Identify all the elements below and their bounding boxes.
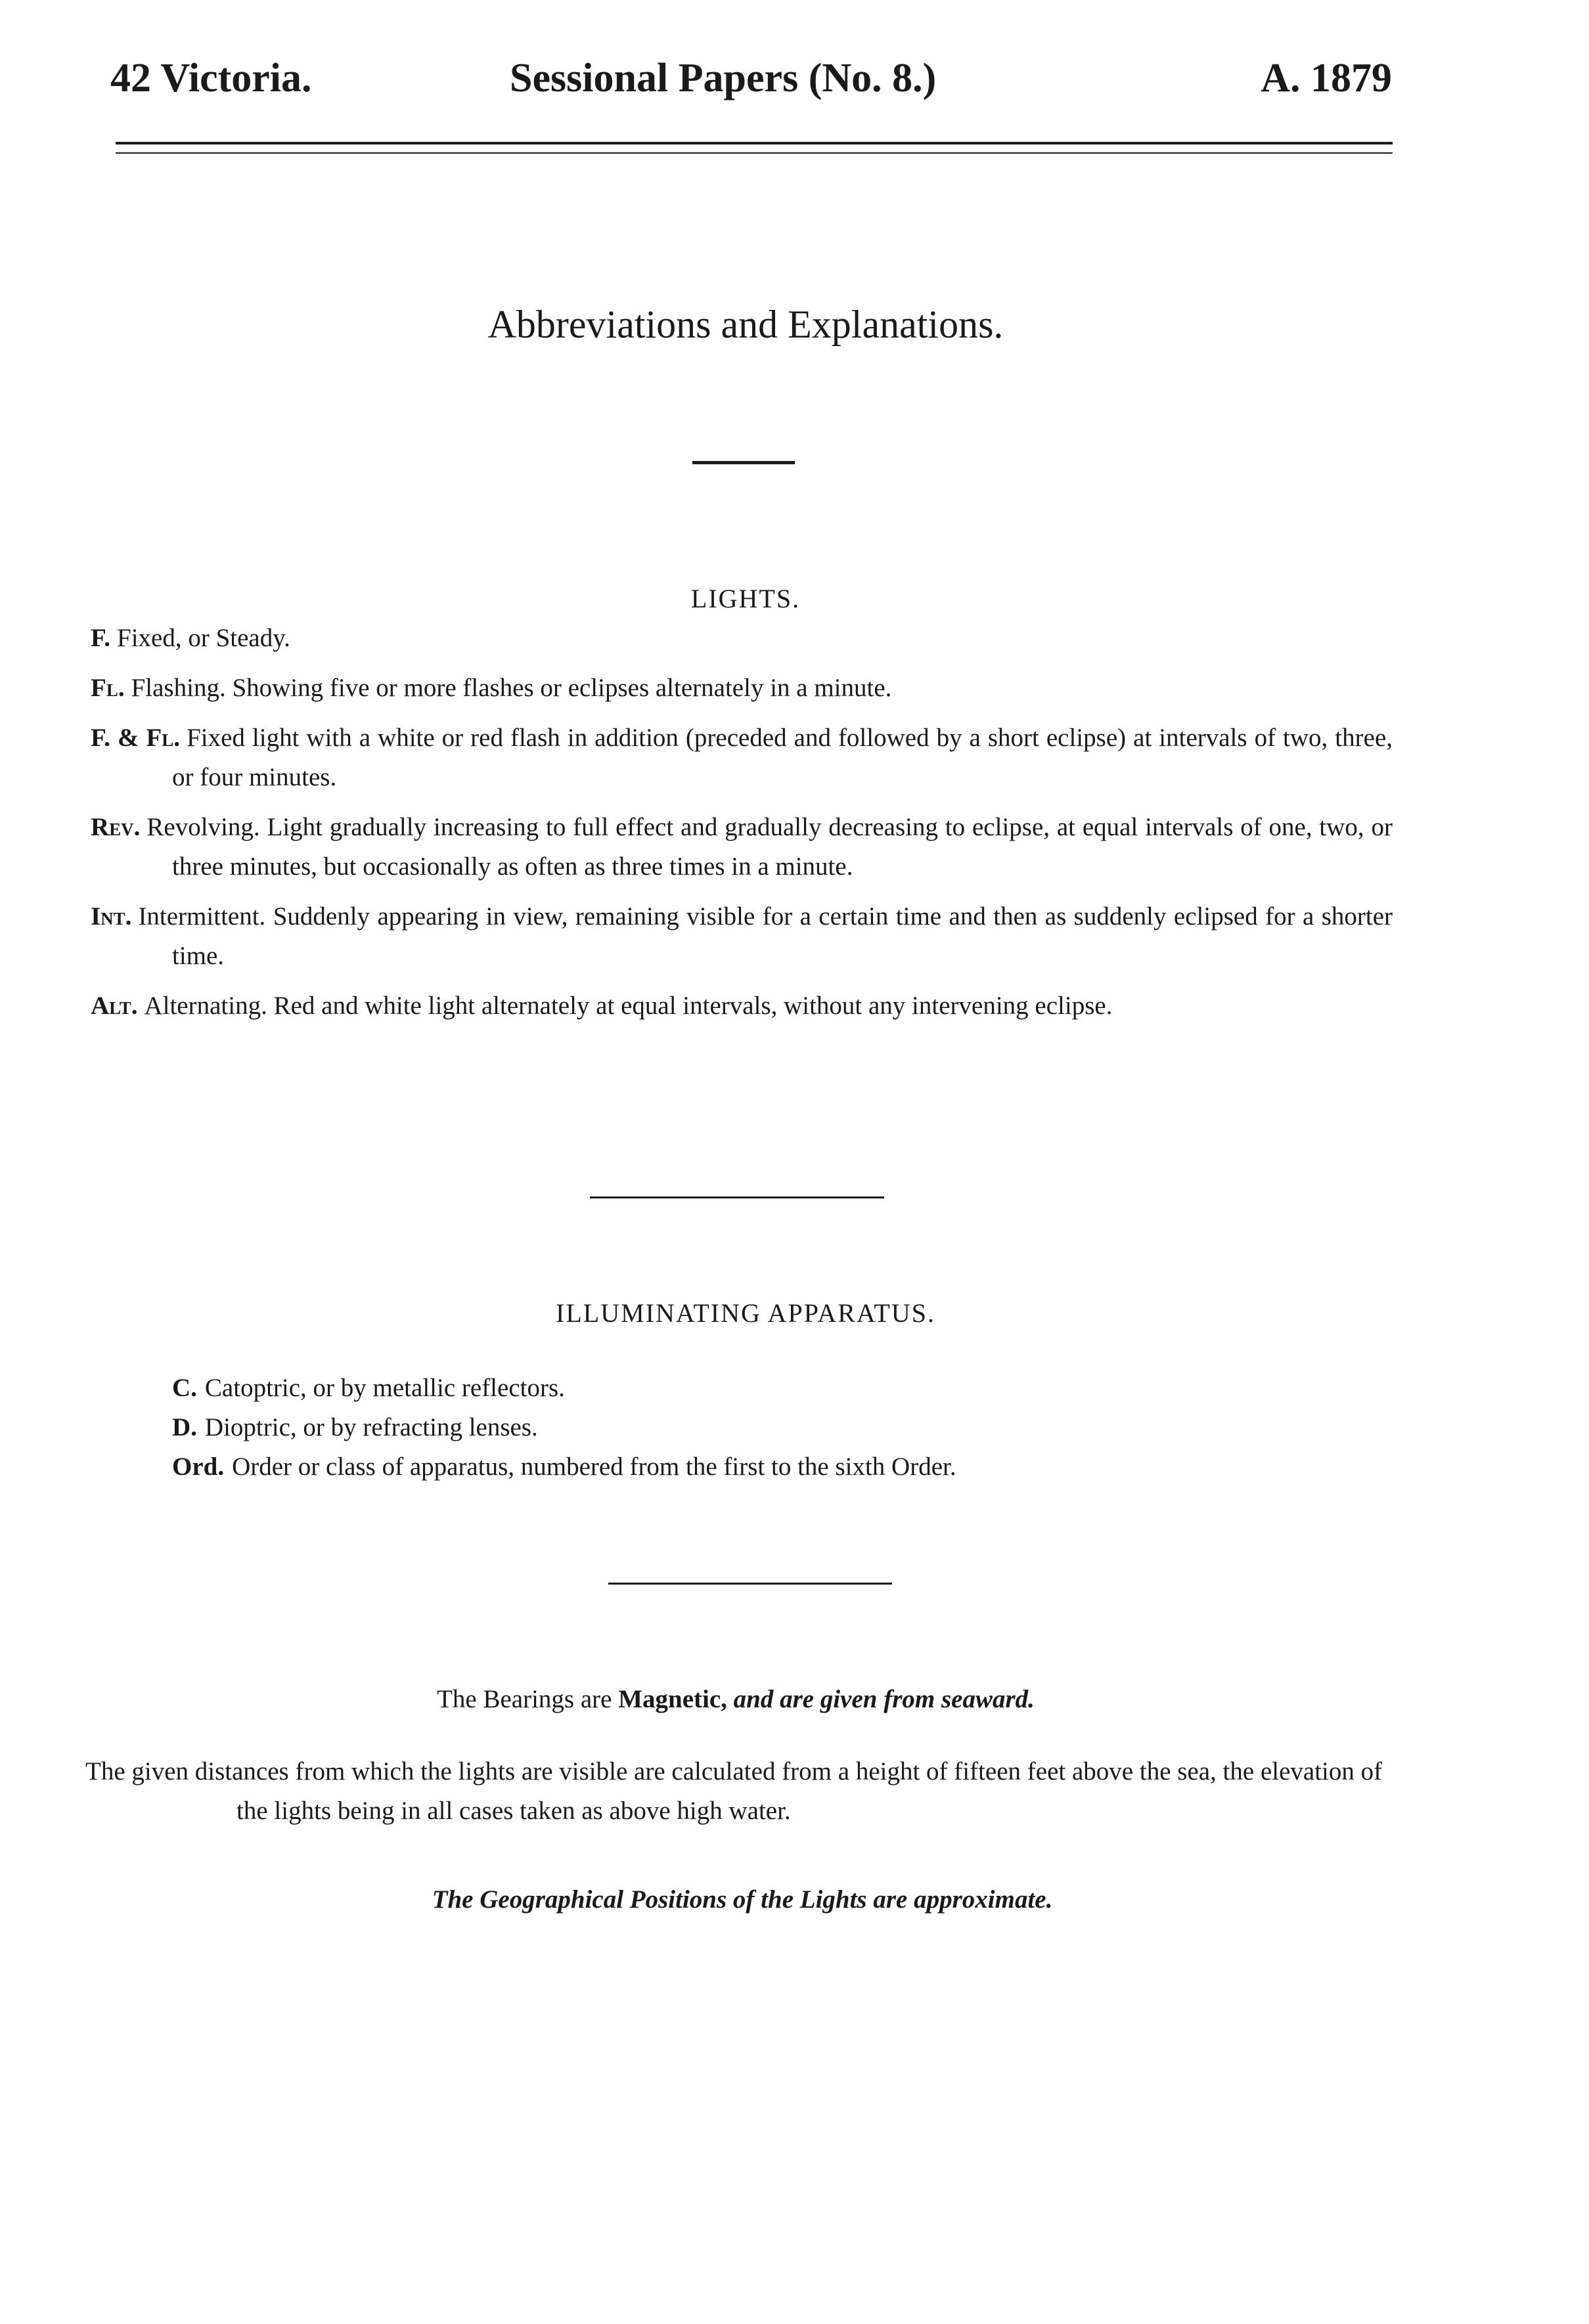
title-divider bbox=[692, 461, 795, 464]
apparatus-entry-catoptric bbox=[172, 1369, 1354, 1408]
lights-entry-fixed bbox=[91, 619, 1393, 658]
entry-text: Intermittent. Suddenly appearing in view, remaining visible for a certain time and then as suddenly eclipsed for a shorter time. bbox=[138, 902, 1393, 970]
entry-abbr: Fl. bbox=[91, 674, 125, 702]
entry-abbr: Ord. bbox=[172, 1453, 225, 1481]
entry-text: Revolving. Light gradually increasing to full effect and gradually decreasing to eclipse, at equal intervals of one, two, or three minutes, but occasionally as often as three times in a minute. bbox=[146, 813, 1393, 881]
header-rule-bottom bbox=[116, 152, 1393, 154]
positions-note: The Geographical Positions of the Lights are approximate. bbox=[432, 1885, 1053, 1914]
apparatus-entry-order bbox=[172, 1447, 1354, 1487]
lights-list bbox=[91, 619, 1393, 1036]
entry-abbr: Alt. bbox=[91, 992, 138, 1020]
lights-heading: LIGHTS. bbox=[690, 584, 801, 613]
apparatus-list bbox=[172, 1369, 1354, 1487]
entry-abbr: Rev. bbox=[91, 813, 141, 841]
page-title: Abbreviations and Explanations. bbox=[487, 303, 1004, 346]
lights-entry-intermittent bbox=[91, 897, 1393, 976]
lights-entry-fixed-and-flashing bbox=[91, 718, 1393, 797]
entry-abbr: F. & Fl. bbox=[91, 724, 181, 752]
section-divider-2 bbox=[608, 1583, 892, 1585]
entry-text: Fixed light with a white or red flash in addition (preceded and followed by a short eclipse) at intervals of two, three, or four minutes. bbox=[172, 724, 1393, 791]
header-year: A. 1879 bbox=[1261, 56, 1392, 100]
entry-abbr: F. bbox=[91, 624, 110, 652]
entry-text: Dioptric, or by refracting lenses. bbox=[204, 1413, 538, 1441]
entry-abbr: C. bbox=[172, 1374, 197, 1402]
bearings-note bbox=[79, 1680, 1393, 1719]
lights-entry-alternating bbox=[91, 986, 1393, 1026]
bearings-magnetic: Magnetic, bbox=[618, 1685, 727, 1713]
lights-entry-flashing bbox=[91, 669, 1393, 708]
bearings-prefix: The Bearings are bbox=[437, 1685, 612, 1713]
bearings-seaward: and are given from seaward. bbox=[733, 1685, 1035, 1713]
entry-abbr: D. bbox=[172, 1413, 197, 1441]
entry-text: Order or class of apparatus, numbered from the first to the sixth Order. bbox=[232, 1453, 956, 1481]
entry-text: Catoptric, or by metallic reflectors. bbox=[204, 1374, 565, 1402]
entry-abbr: Int. bbox=[91, 902, 132, 931]
entry-text: Fixed, or Steady. bbox=[117, 624, 290, 652]
apparatus-entry-dioptric bbox=[172, 1408, 1354, 1447]
header-rule-top bbox=[116, 142, 1393, 144]
apparatus-heading: ILLUMINATING APPARATUS. bbox=[556, 1298, 935, 1328]
header-volume: 42 Victoria. bbox=[110, 56, 312, 100]
distances-note: The given distances from which the lights are visible are calculated from a height of fifteen feet above the sea, the elevation of the lights being in all cases taken as above high water. bbox=[85, 1757, 1383, 1825]
section-divider-1 bbox=[590, 1196, 884, 1198]
lights-entry-revolving bbox=[91, 808, 1393, 887]
entry-text: Flashing. Showing five or more flashes or eclipses alternately in a minute. bbox=[131, 674, 892, 702]
entry-text: Alternating. Red and white light alternately at equal intervals, without any intervening eclipse. bbox=[144, 992, 1113, 1020]
header-series: Sessional Papers (No. 8.) bbox=[510, 56, 937, 100]
